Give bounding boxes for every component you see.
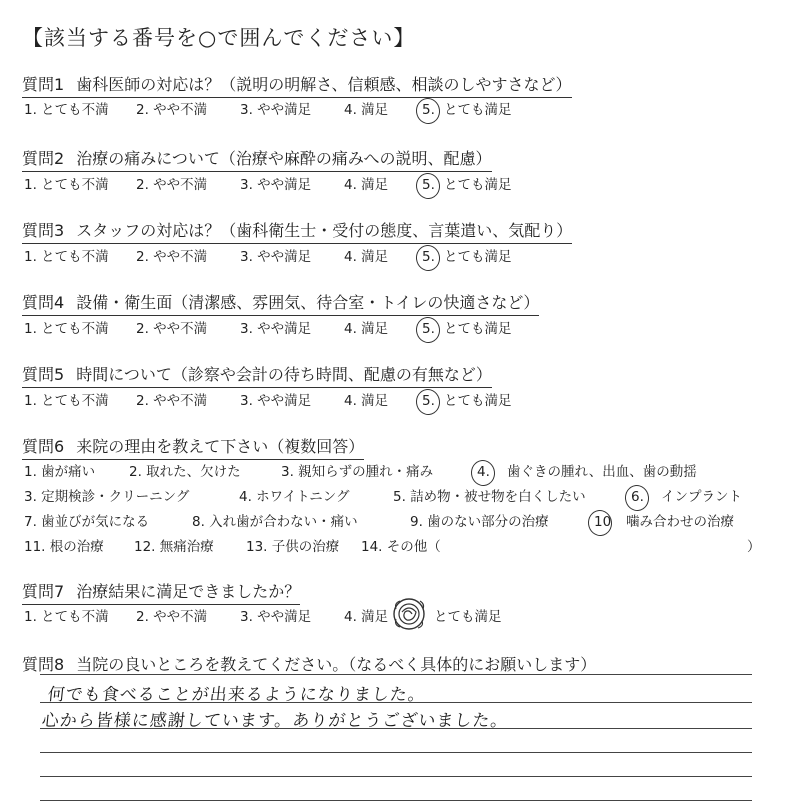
q6-option[interactable]: 12. 無痛治療 [134, 539, 214, 555]
option-4[interactable]: 4. 満足 [344, 249, 389, 265]
option-3[interactable]: 3. やや満足 [240, 102, 312, 118]
q6-option-label: 歯ぐきの腫れ、出血、歯の動揺 [507, 464, 697, 480]
answer-line [40, 776, 752, 777]
q6-option[interactable]: 5. 詰め物・被せ物を白くしたい [393, 489, 586, 505]
question-number: 質問1 [22, 75, 65, 94]
option-5-label: とても満足 [444, 321, 512, 337]
q6-row-3 [24, 510, 734, 530]
option-4[interactable]: 4. 満足 [344, 609, 389, 625]
question-3-heading [22, 218, 572, 244]
question-number: 質問2 [22, 149, 65, 168]
option-4[interactable]: 4. 満足 [344, 393, 389, 409]
page-title: 【該当する番号を○で囲んでください】 [22, 26, 416, 50]
q6-option[interactable]: 2. 取れた、欠けた [129, 464, 241, 480]
option-1[interactable]: 1. とても不満 [24, 249, 109, 265]
flower-stamp-icon [390, 605, 434, 621]
question-text: 時間について（診察や会計の待ち時間、配慮の有無など） [76, 365, 492, 384]
question-4-options [24, 317, 512, 337]
option-3[interactable]: 3. やや満足 [240, 393, 312, 409]
q6-row-4 [24, 535, 761, 555]
answer-line [40, 674, 752, 675]
option-5-circled[interactable]: 5. [422, 321, 444, 337]
question-5-options [24, 389, 512, 409]
q6-option-circled[interactable]: 10 [594, 514, 626, 530]
question-2-options [24, 173, 512, 193]
question-4-heading [22, 290, 539, 316]
q6-option[interactable]: 13. 子供の治療 [246, 539, 340, 555]
q6-option-label: インプラント [661, 489, 742, 505]
option-1[interactable]: 1. とても不満 [24, 609, 109, 625]
option-3[interactable]: 3. やや満足 [240, 321, 312, 337]
question-number: 質問4 [22, 293, 65, 312]
option-2[interactable]: 2. やや不満 [136, 393, 208, 409]
question-6-heading [22, 434, 364, 460]
q6-option[interactable]: 9. 歯のない部分の治療 [410, 514, 549, 530]
question-text: 歯科医師の対応は？（説明の明解さ、信頼感、相談のしやすさなど） [76, 75, 572, 94]
q6-option[interactable]: 3. 定期検診・クリーニング [24, 489, 190, 505]
option-2[interactable]: 2. やや不満 [136, 609, 208, 625]
q6-option-label: 噛み合わせの治療 [626, 514, 734, 530]
question-text: 治療結果に満足できましたか？ [76, 582, 301, 601]
question-text: 設備・衛生面（清潔感、雰囲気、待合室・トイレの快適さなど） [76, 293, 540, 312]
option-1[interactable]: 1. とても不満 [24, 102, 109, 118]
handwritten-answer-line-2: 心から皆様に感謝しています。ありがとうございました。 [40, 711, 510, 731]
answer-line [40, 800, 752, 801]
option-4[interactable]: 4. 満足 [344, 177, 389, 193]
option-2[interactable]: 2. やや不満 [136, 102, 208, 118]
answer-line [40, 752, 752, 753]
question-1-options [24, 98, 512, 118]
q6-option[interactable]: 4. ホワイトニング [239, 489, 350, 505]
option-1[interactable]: 1. とても不満 [24, 393, 109, 409]
option-5-circled[interactable]: 5. [422, 249, 444, 265]
question-number: 質問5 [22, 365, 65, 384]
option-5-label: とても満足 [444, 249, 512, 265]
option-5-label: とても満足 [444, 102, 512, 118]
option-3[interactable]: 3. やや満足 [240, 177, 312, 193]
question-1-heading [22, 72, 572, 98]
question-text: スタッフの対応は？（歯科衛生士・受付の態度、言葉遣い、気配り） [76, 221, 573, 240]
question-7-heading [22, 579, 300, 605]
question-3-options [24, 245, 512, 265]
option-3[interactable]: 3. やや満足 [240, 609, 312, 625]
q6-option[interactable]: 1. 歯が痛い [24, 464, 96, 480]
option-5-label: とても満足 [434, 609, 502, 625]
question-text: 当院の良いところを教えてください。（なるべく具体的にお願いします） [76, 655, 597, 674]
option-1[interactable]: 1. とても不満 [24, 321, 109, 337]
q6-other-close: ） [747, 539, 761, 555]
question-number: 質問7 [22, 582, 65, 601]
option-3[interactable]: 3. やや満足 [240, 249, 312, 265]
q6-option[interactable]: 11. 根の治療 [24, 539, 104, 555]
q6-option[interactable]: 8. 入れ歯が合わない・痛い [192, 514, 358, 530]
question-number: 質問6 [22, 437, 65, 456]
question-2-heading [22, 146, 492, 172]
question-number: 質問3 [22, 221, 65, 240]
question-number: 質問8 [22, 655, 65, 674]
option-2[interactable]: 2. やや不満 [136, 321, 208, 337]
q6-row-2 [24, 485, 742, 505]
q6-option-circled[interactable]: 4. [477, 464, 507, 480]
q6-option-other[interactable]: 14. その他（ [361, 539, 441, 555]
q6-row-1 [24, 460, 697, 480]
question-7-options [24, 605, 502, 625]
q6-option[interactable]: 3. 親知らずの腫れ・痛み [281, 464, 434, 480]
handwritten-answer-line-1: 何でも食べることが出来るようになりました。 [46, 685, 427, 705]
option-4[interactable]: 4. 満足 [344, 102, 389, 118]
option-5-label: とても満足 [444, 393, 512, 409]
option-5-circled[interactable]: 5. [422, 102, 444, 118]
option-5-circled[interactable]: 5. [422, 393, 444, 409]
option-5-circled[interactable]: 5. [422, 177, 444, 193]
question-5-heading [22, 362, 492, 388]
q6-option[interactable]: 7. 歯並びが気になる [24, 514, 150, 530]
option-2[interactable]: 2. やや不満 [136, 249, 208, 265]
option-2[interactable]: 2. やや不満 [136, 177, 208, 193]
option-4[interactable]: 4. 満足 [344, 321, 389, 337]
question-text: 治療の痛みについて（治療や麻酔の痛みへの説明、配慮） [76, 149, 492, 168]
option-5-label: とても満足 [444, 177, 512, 193]
q6-option-circled[interactable]: 6. [631, 489, 661, 505]
option-1[interactable]: 1. とても不満 [24, 177, 109, 193]
question-text: 来院の理由を教えて下さい（複数回答） [76, 437, 365, 456]
